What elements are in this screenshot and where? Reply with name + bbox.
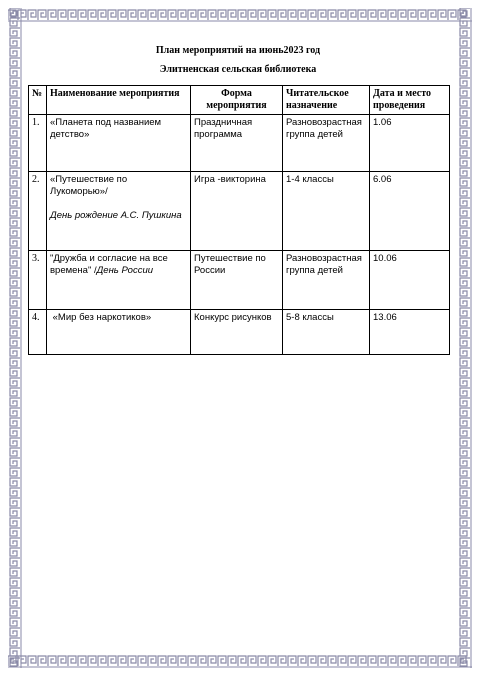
row-date: 13.06	[370, 310, 450, 355]
border-bottom	[8, 654, 472, 668]
row-form: Путешествие по России	[191, 251, 283, 310]
header-audience: Читательское назначение	[283, 86, 370, 115]
row-num: 1.	[29, 115, 47, 172]
row-event-name	[47, 115, 191, 172]
event-title: «Планета под названием детство»	[50, 117, 162, 140]
header-date: Дата и место проведения	[370, 86, 450, 115]
row-num: 2.	[29, 172, 47, 251]
header-name: Наименование мероприятия	[47, 86, 191, 115]
border-left	[8, 8, 22, 668]
border-top	[8, 8, 472, 22]
row-audience: 1-4 классы	[283, 172, 370, 251]
row-audience: Разновозрастная группа детей	[283, 115, 370, 172]
event-title: "Дружба и согласие на все времена" /	[50, 253, 168, 276]
document-title: План мероприятий на июнь2023 год	[155, 45, 321, 56]
row-form: Игра -викторина	[191, 172, 283, 251]
table-row	[29, 172, 450, 251]
border-right	[458, 8, 472, 668]
row-date: 1.06	[370, 115, 450, 172]
event-title: «Мир без наркотиков»	[50, 312, 152, 323]
row-event-name	[47, 172, 191, 251]
document-header	[28, 40, 448, 76]
event-title: «Путешествие по Лукоморью»/	[50, 174, 128, 197]
row-form: Конкурс рисунков	[191, 310, 283, 355]
row-num: 4.	[29, 310, 47, 355]
row-audience: 5-8 классы	[283, 310, 370, 355]
header-form: Форма мероприятия	[191, 86, 283, 115]
row-form: Праздничная программа	[191, 115, 283, 172]
row-event-name	[47, 251, 191, 310]
row-num: 3.	[29, 251, 47, 310]
row-date: 10.06	[370, 251, 450, 310]
table-row	[29, 310, 450, 355]
table-row	[29, 115, 450, 172]
event-note: День рождение А.С. Пушкина	[50, 210, 182, 221]
events-table	[28, 85, 450, 355]
event-note: День России	[96, 265, 154, 276]
table-header-row	[29, 86, 450, 115]
row-date: 6.06	[370, 172, 450, 251]
table-row	[29, 251, 450, 310]
row-event-name	[47, 310, 191, 355]
row-audience: Разновозрастная группа детей	[283, 251, 370, 310]
library-name: Элитненская сельская библиотека	[159, 64, 317, 75]
header-num: №	[29, 86, 47, 115]
